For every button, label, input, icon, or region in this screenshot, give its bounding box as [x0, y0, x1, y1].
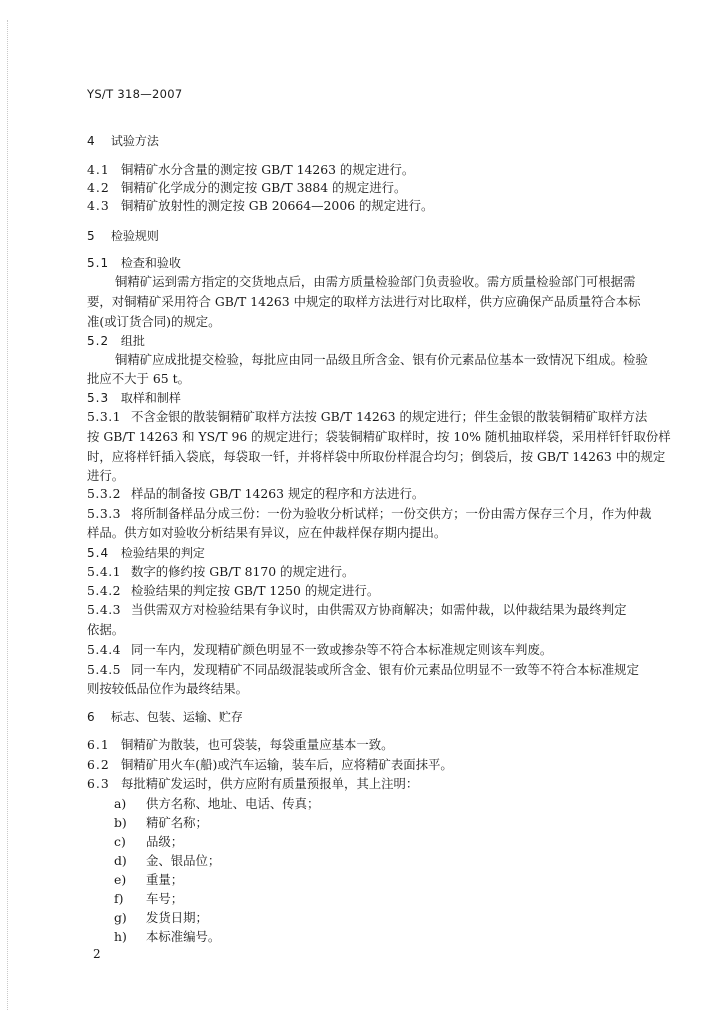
list-marker: a)	[114, 796, 127, 811]
list-item	[114, 891, 183, 907]
clause-text: 同一车内，发现精矿颜色明显不一致或掺杂等不符合本标准规定则该车判废。	[130, 642, 553, 657]
clause-5-4-3	[87, 602, 627, 618]
list-marker: f)	[114, 891, 124, 906]
clause-4-1	[87, 162, 414, 178]
list-item	[114, 796, 319, 812]
paragraph-line: 样品。供方如对验收分析结果有异议，应在仲裁样保存期内提出。	[87, 525, 447, 540]
paragraph-line: 铜精矿运到需方指定的交货地点后，由需方质量检验部门负责验收。需方质量检验部门可根据需	[115, 274, 636, 289]
clause-text: 铜精矿水分含量的测定按 GB/T 14263 的规定进行。	[120, 162, 415, 177]
clause-text: 铜精矿为散装，也可袋装，每袋重量应基本一致。	[120, 737, 394, 752]
subsection-5-1-heading	[87, 255, 181, 271]
subsection-title: 检验结果的判定	[120, 546, 205, 560]
list-marker: d)	[114, 853, 127, 868]
clause-5-3-3	[87, 506, 651, 522]
paragraph-line: 按 GB/T 14263 和 YS/T 96 的规定进行；袋装铜精矿取样时，按 10% 随机抽取样袋，采用样钎钎取份样	[87, 429, 671, 444]
clause-5-4-4	[87, 642, 552, 658]
clause-number: 4.1	[87, 162, 110, 177]
paragraph-line: 铜精矿应成批提交检验，每批应由同一品级且所含金、银有价元素品位基本一致情况下组成。检验	[115, 352, 648, 367]
clause-text: 铜精矿放射性的测定按 GB 20664—2006 的规定进行。	[120, 198, 434, 213]
section-number: 6	[87, 710, 95, 724]
list-marker: c)	[114, 834, 126, 849]
paragraph-line: 依据。	[87, 622, 125, 637]
list-item	[114, 910, 208, 926]
clause-text: 铜精矿用火车(船)或汽车运输，装车后，应将精矿表面抹平。	[120, 757, 453, 772]
clause-number: 4.2	[87, 180, 110, 195]
section-title: 检验规则	[110, 229, 159, 243]
clause-text: 铜精矿化学成分的测定按 GB/T 3884 的规定进行。	[120, 180, 407, 195]
section-title: 试验方法	[110, 134, 159, 148]
list-item	[114, 815, 208, 831]
subsection-number: 5.2	[87, 334, 110, 348]
list-marker: b)	[114, 815, 127, 830]
list-item	[114, 853, 220, 869]
list-text: 重量；	[145, 872, 184, 887]
clause-5-4-5	[87, 662, 639, 678]
clause-5-3-2	[87, 486, 424, 502]
clause-number: 5.4.1	[87, 564, 122, 579]
section-title: 标志、包装、运输、贮存	[110, 710, 243, 724]
clause-text: 数字的修约按 GB/T 8170 的规定进行。	[130, 564, 355, 579]
list-item	[114, 872, 183, 888]
paragraph-line: 要，对铜精矿采用符合 GB/T 14263 中规定的取样方法进行对比取样，供方应确保产品质量符合本标	[87, 294, 641, 309]
clause-5-4-1	[87, 564, 354, 580]
clause-number: 6.2	[87, 757, 110, 772]
subsection-title: 取样和制样	[120, 391, 181, 405]
clause-6-3	[87, 776, 418, 792]
list-text: 本标准编号。	[145, 929, 221, 944]
clause-number: 5.4.4	[87, 642, 122, 657]
clause-4-3	[87, 198, 433, 214]
subsection-5-2-heading	[87, 333, 145, 349]
section-5-heading	[87, 228, 159, 244]
clause-6-1	[87, 737, 394, 753]
section-number: 4	[87, 134, 95, 148]
section-4-heading	[87, 133, 159, 149]
standard-header: YS/T 318—2007	[87, 87, 183, 101]
list-text: 供方名称、地址、电话、传真；	[145, 796, 320, 811]
clause-6-2	[87, 757, 453, 773]
clause-number: 5.4.5	[87, 662, 122, 677]
page-number: 2	[93, 947, 101, 961]
clause-number: 5.4.3	[87, 602, 122, 617]
clause-number: 5.3.2	[87, 486, 122, 501]
paragraph-line: 批应不大于 65 t。	[87, 371, 190, 386]
clause-text: 不含金银的散装铜精矿取样方法按 GB/T 14263 的规定进行；伴生金银的散装铜精矿取样方法	[130, 409, 648, 424]
list-marker: e)	[114, 872, 127, 887]
clause-text: 每批精矿发运时，供方应附有质量预报单，其上注明：	[120, 776, 419, 791]
clause-number: 6.1	[87, 737, 110, 752]
subsection-title: 检查和验收	[120, 256, 181, 270]
clause-text: 同一车内，发现精矿不同品级混装或所含金、银有价元素品位明显不一致等不符合本标准规定	[130, 662, 639, 677]
clause-5-4-2	[87, 583, 379, 599]
clause-5-3-1	[87, 409, 647, 425]
list-text: 车号；	[145, 891, 184, 906]
list-text: 品级；	[145, 834, 184, 849]
subsection-title: 组批	[120, 334, 145, 348]
clause-number: 5.3.3	[87, 506, 122, 521]
paragraph-line: 则按较低品位作为最终结果。	[87, 681, 249, 696]
clause-number: 5.3.1	[87, 409, 122, 424]
clause-number: 4.3	[87, 198, 110, 213]
subsection-5-3-heading	[87, 390, 181, 406]
clause-4-2	[87, 180, 406, 196]
list-item	[114, 929, 220, 945]
section-number: 5	[87, 229, 95, 243]
clause-number: 6.3	[87, 776, 110, 791]
scan-edge-artifact	[7, 20, 8, 1010]
paragraph-line: 时，应将样钎插入袋底，每袋取一钎，并将样袋中所取份样混合均匀；倒袋后，按 GB/T 14263 中的规定	[87, 449, 666, 464]
clause-text: 将所制备样品分成三份：一份为验收分析试样；一份交供方；一份由需方保存三个月，作为仲裁	[130, 506, 652, 521]
paragraph-line: 进行。	[87, 468, 125, 483]
paragraph-line: 准(或订货合同)的规定。	[87, 314, 221, 329]
section-6-heading	[87, 709, 243, 725]
list-item	[114, 834, 183, 850]
clause-text: 样品的制备按 GB/T 14263 规定的程序和方法进行。	[130, 486, 425, 501]
clause-text: 当供需双方对检验结果有争议时，由供需双方协商解决；如需仲裁，以仲裁结果为最终判定	[130, 602, 627, 617]
list-text: 精矿名称；	[145, 815, 208, 830]
subsection-5-4-heading	[87, 545, 205, 561]
list-marker: h)	[114, 929, 127, 944]
list-text: 金、银品位；	[145, 853, 221, 868]
subsection-number: 5.4	[87, 546, 110, 560]
clause-number: 5.4.2	[87, 583, 122, 598]
subsection-number: 5.1	[87, 256, 110, 270]
list-marker: g)	[114, 910, 127, 925]
subsection-number: 5.3	[87, 391, 110, 405]
clause-text: 检验结果的判定按 GB/T 1250 的规定进行。	[130, 583, 380, 598]
list-text: 发货日期；	[145, 910, 208, 925]
